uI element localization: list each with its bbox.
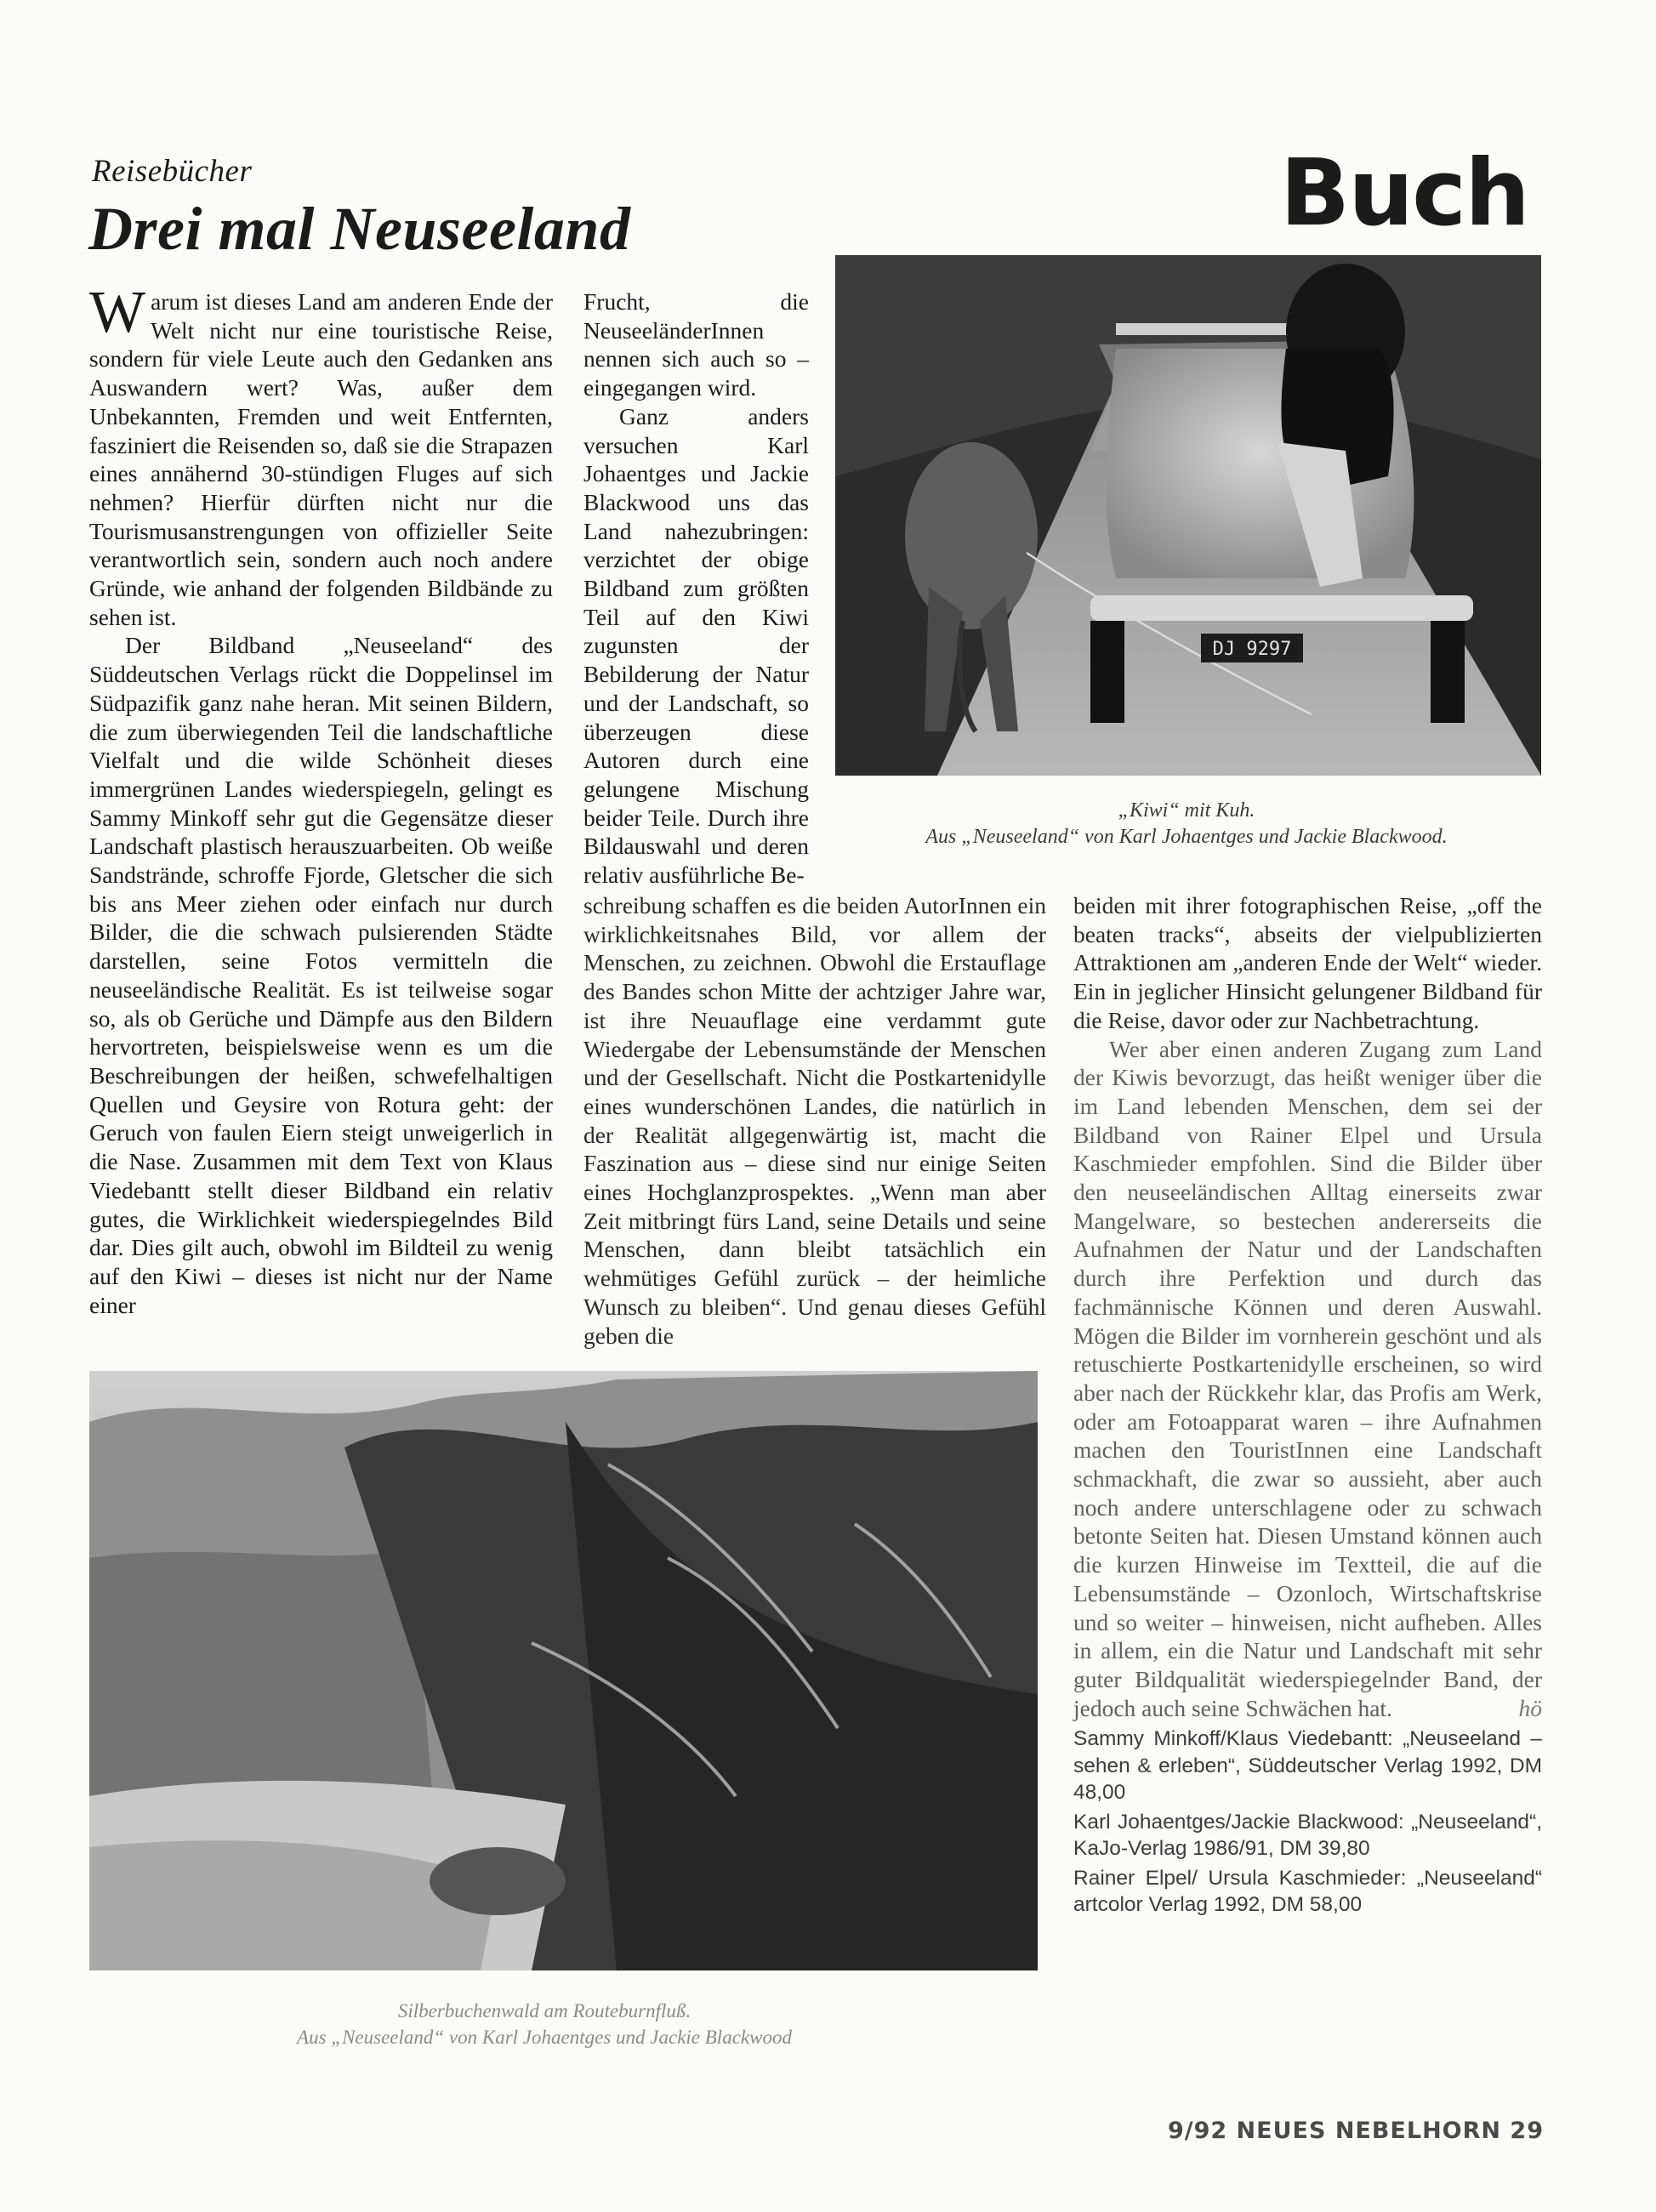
paragraph-artcolor-review <box>1073 1035 1542 1723</box>
photo-2-caption-credit: Aus „Neuseeland“ von Karl Johaentges und Jackie Blackwood <box>297 2027 792 2048</box>
bibliography <box>1073 1726 1542 1919</box>
paragraph-intro-text: arum ist dieses Land am anderen Ende der Welt nicht nur eine touristische Reise, sondern für viele Leute auch den Gedanken ans Auswandern wert? Was, außer dem Unbekannten, Fremden und weit Entfernten, fasziniert die Reisenden so, daß sie die Strapazen eines annähernd 30-stündigen Fluges auf sich nehmen? Hierfür dürften nicht nur die Tourismusanstrengungen von offizieller Seite verantwortlich sein, sondern auch noch andere Gründe, wie anhand der folgenden Bildbände zu sehen ist. <box>89 288 553 630</box>
author-signoff: hö <box>1518 1694 1542 1721</box>
photo-2-caption <box>128 1998 961 2050</box>
section-label: Buch <box>1279 140 1528 247</box>
article-headline: Drei mal Neuseeland <box>88 195 631 263</box>
photo-1-caption-title: „Kiwi“ mit Kuh. <box>1118 799 1255 822</box>
paragraph-continuation: Frucht, die NeuseeländerInnen nennen sich auch so – eingegangen wird. <box>583 288 809 401</box>
paragraph-kajo-review-cont: schreibung schaffen es die beiden AutorInnen ein wirklichkeitsnahes Bild, vor allem der Menschen, zu zeichnen. Obwohl die Erstauflage des Bandes schon Mitte der achtziger Jahre war, ist ihre Neuauflage eine verdammt gute Wiedergabe der Lebensumstände der Menschen und der Gesellschaft. Nicht die Postkartenidylle eines wunderschönen Landes, die natürlich in der Realität allgegenwärtig ist, macht die Faszination aus – diese sind nur einige Seiten eines Hochglanzprospektes. „Wenn man aber Zeit mitbringt fürs Land, seine Details und seine Menschen, dann bleibt tatsächlich ein wehmütiges Gefühl zurück – der heimliche Wunsch zu bleiben“. Und genau dieses Gefühl geben die <box>583 892 1046 1349</box>
forest-river-illustration <box>89 1371 1038 1970</box>
kicker: Reisebücher <box>92 154 253 189</box>
photo-1-caption <box>838 798 1535 850</box>
paragraph-kajo-review: Ganz anders versuchen Karl Johaentges und Jackie Blackwood uns das Land nahezubringen: verzichtet der obige Bildband zum größten Teil auf den Kiwi zugunsten der Bebilderung der Natur und der Landschaft, so überzeugen diese Autoren durch eine gelungene Mischung beider Teile. Durch ihre Bildauswahl und deren relativ ausführliche Be- <box>583 402 809 889</box>
article-column-2-top <box>583 287 809 890</box>
kiwi-cow-car-photo <box>835 255 1541 776</box>
bibliography-entry: Sammy Minkoff/Klaus Viedebantt: „Neuseeland – sehen & erleben“, Süddeutscher Verlag 1992, DM 48,00 <box>1073 1727 1542 1805</box>
bibliography-entry: Rainer Elpel/ Ursula Kaschmieder: „Neuseeland“ artcolor Verlag 1992, DM 58,00 <box>1073 1866 1542 1917</box>
paragraph-sueddeutscher-review: Der Bildband „Neuseeland“ des Süddeutschen Verlags rückt die Doppelinsel im Südpazifik ganz nahe heran. Mit seinen Bildern, die zum überwiegenden Teil die landschaftliche Vielfalt und die wilde Schönheit dieses immergrünen Landes wiederspiegeln, gelingt es Sammy Minkoff sehr gut die Gegensätze dieser Landschaft plastisch herauszuarbeiten. Ob weiße Sandstrände, schroffe Fjorde, Gletscher die sich bis ans Meer ziehen oder einfach nur durch Bilder, die die schwach pulsierenden Städte darstellen, seine Fotos vermitteln die neuseeländische Realität. Es ist teilweise sogar so, als ob Gerüche und Dämpfe aus den Bildern hervortreten, beispielsweise wenn es um die Beschreibungen der heißen, schwefelhaltigen Quellen und Geysire von Rotura geht: der Geruch von faulen Eiern steigt unweigerlich in die Nase. Zusammen mit dem Text von Klaus Viedebantt stellt dieser Bildband ein relativ gutes, die Wirklichkeit wiederspiegelndes Bild dar. Dies gilt auch, obwohl im Bildteil zu wenig auf den Kiwi – dieses ist nicht nur der Name einer <box>89 632 553 1318</box>
kiwi-cow-car-illustration <box>835 255 1541 776</box>
page-footer: 9/92 NEUES NEBELHORN 29 <box>1167 2118 1544 2144</box>
photo-2-caption-title: Silberbuchenwald am Routeburnfluß. <box>397 2000 691 2022</box>
photo-1-caption-credit: Aus „Neuseeland“ von Karl Johaentges und Jackie Blackwood. <box>925 826 1448 848</box>
silver-beech-forest-photo <box>89 1371 1038 1970</box>
license-plate: DJ 9297 <box>1212 639 1292 660</box>
article-column-2-bottom <box>583 891 1046 1350</box>
drop-cap: W <box>89 280 146 345</box>
paragraph-kajo-review-end: beiden mit ihrer fotographischen Reise, „off the beaten tracks“, abseits der vielpublizierten Attraktionen am „anderen Ende der Welt“ wieder. Ein in jeglicher Hinsicht gelungener Bildband für die Reise, davor oder zur Nachbetrachtung. <box>1073 892 1542 1033</box>
article-column-1 <box>89 280 553 1319</box>
bibliography-entry: Karl Johaentges/Jackie Blackwood: „Neuseeland“, KaJo-Verlag 1986/91, DM 39,80 <box>1073 1810 1542 1861</box>
paragraph-artcolor-text: Wer aber einen anderen Zugang zum Land der Kiwis bevorzugt, das heißt weniger über die im Land lebenden Menschen, dem sei der Bildband von Rainer Elpel und Ursula Kaschmieder empfohlen. Sind die Bilder über den neuseeländischen Alltag einerseits zwar Mangelware, so bestechen andererseits die Aufnahmen der Natur und der Landschaften durch ihre Perfektion und durch das fachmännische Können und deren Auswahl. Mögen die Bilder im vornherein geschönt und als retuschierte Postkartenidylle erscheinen, so wird aber nach der Rückkehr klar, das Profis am Werk, oder am Fotoapparat waren – ihre Aufnahmen machen den TouristInnen eine Landschaft schmackhaft, die zwar so aussieht, aber auch noch andere unterschlagene oder zu schwach betonte Seiten hat. Diesen Umstand können auch die kurzen Hinweise im Textteil, die auf die Lebensumstände – Ozonloch, Wirtschaftskrise und so weiter – hinweisen, nicht aufheben. Alles in allem, ein die Natur und Landschaft mit sehr guter Bildqualität wiederspiegelnder Band, der jedoch auch seine Schwächen hat. <box>1073 1035 1542 1721</box>
paragraph-intro <box>89 280 553 631</box>
article-column-3 <box>1073 891 1542 1921</box>
